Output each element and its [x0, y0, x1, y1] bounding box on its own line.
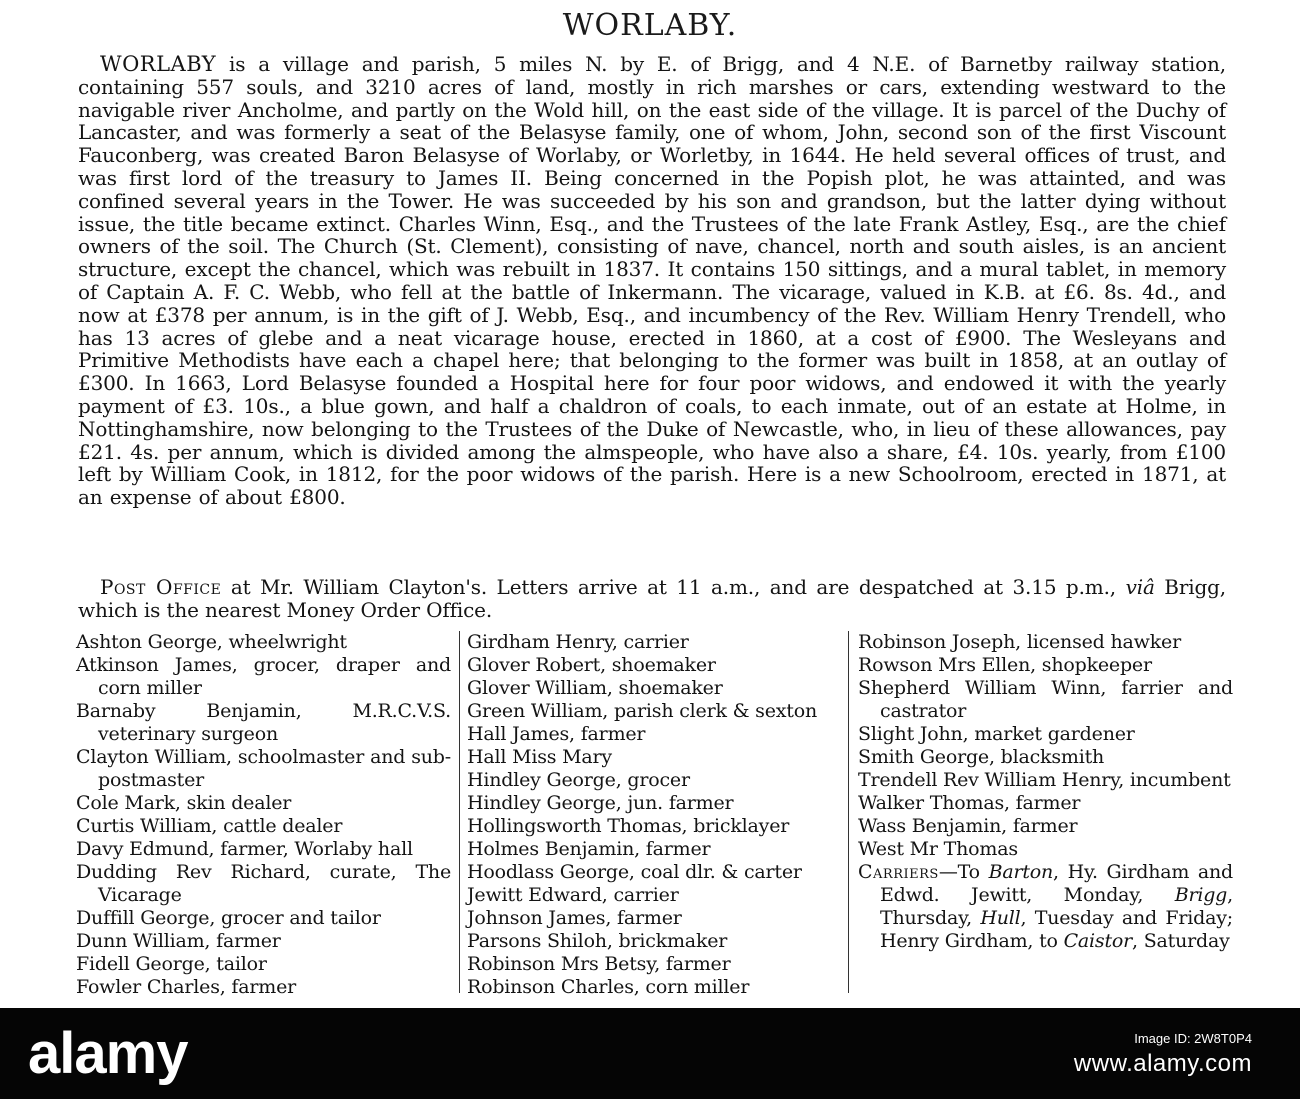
- directory-entry: Wass Benjamin, farmer: [858, 815, 1078, 837]
- alamy-logo: alamy: [28, 1021, 188, 1086]
- carriers-text: , Thursday,: [880, 884, 1233, 929]
- directory-entry: Hall James, farmer: [467, 723, 646, 745]
- post-office-text-2: Brigg, which is the nearest Money Order Office.: [78, 575, 1226, 622]
- parish-description: [78, 53, 1226, 509]
- directory-entry: Shepherd William Winn, farrier and castrator: [858, 677, 1233, 722]
- carriers-text: , Hy. Girdham and Edwd. Jewitt, Monday,: [880, 861, 1233, 906]
- directory-entry: Hindley George, jun. farmer: [467, 792, 734, 814]
- post-office-text-1: at Mr. William Clayton's. Letters arrive at 11 a.m., and are despatched at 3.15 p.m.,: [221, 575, 1126, 599]
- directory-entry: Green William, parish clerk & sexton: [467, 700, 817, 722]
- carriers-text: , Tuesday and Friday; Henry Girdham, to: [880, 907, 1233, 952]
- directory-entry: Parsons Shiloh, brickmaker: [467, 930, 728, 952]
- directory-entry: Curtis William, cattle dealer: [76, 815, 343, 837]
- directory-entry: Walker Thomas, farmer: [858, 792, 1081, 814]
- carriers-place-barton: Barton: [988, 861, 1054, 883]
- directory-column-2: [467, 631, 842, 999]
- image-id-line: Image ID: 2W8T0P4: [1134, 1031, 1252, 1046]
- directory-column-3: [858, 631, 1233, 953]
- carriers-place-hull: Hull: [980, 907, 1021, 929]
- directory-entry: West Mr Thomas: [858, 838, 1018, 860]
- page-title: WORLABY.: [562, 8, 738, 43]
- carriers-text: , Saturday: [1132, 930, 1230, 952]
- column-divider: [848, 631, 849, 993]
- carriers-text: —To: [938, 861, 989, 883]
- carriers-entry: [858, 861, 1233, 953]
- directory-entry: Robinson Mrs Betsy, farmer: [467, 953, 731, 975]
- directory-column-1: [76, 631, 451, 999]
- directory-entry: Dudding Rev Richard, curate, The Vicarage: [76, 861, 451, 906]
- directory-entry: Cole Mark, skin dealer: [76, 792, 292, 814]
- site-url: www.alamy.com: [1073, 1050, 1252, 1077]
- directory-entry: Fowler Charles, farmer: [76, 976, 297, 998]
- directory-entry: Slight John, market gardener: [858, 723, 1135, 745]
- directory-entry: Hoodlass George, coal dlr. & carter: [467, 861, 802, 883]
- directory-entry: Glover Robert, shoemaker: [467, 654, 716, 676]
- stock-info: [1074, 1028, 1252, 1079]
- directory-entry: Clayton William, schoolmaster and sub-postmaster: [76, 746, 451, 791]
- post-office-paragraph: [78, 576, 1226, 622]
- directory-entry: Hindley George, grocer: [467, 769, 690, 791]
- directory-entry: Robinson Charles, corn miller: [467, 976, 750, 998]
- description-lead-word: WORLABY: [100, 52, 217, 76]
- directory-entry: Trendell Rev William Henry, incumbent: [858, 769, 1231, 791]
- column-divider: [459, 631, 460, 993]
- directory-entry: Glover William, shoemaker: [467, 677, 723, 699]
- directory-entry: Barnaby Benjamin, M.R.C.V.S. veterinary surgeon: [76, 700, 451, 745]
- carriers-place-caistor: Caistor: [1063, 930, 1133, 952]
- directory-entry: Girdham Henry, carrier: [467, 631, 689, 653]
- directory-entry: Duffill George, grocer and tailor: [76, 907, 381, 929]
- post-office-label: Post Office: [100, 575, 222, 599]
- directory-entry: Dunn William, farmer: [76, 930, 281, 952]
- directory-entry: Jewitt Edward, carrier: [467, 884, 679, 906]
- directory-entry: Holmes Benjamin, farmer: [467, 838, 711, 860]
- directory-entry: Rowson Mrs Ellen, shopkeeper: [858, 654, 1152, 676]
- directory-entry: Fidell George, tailor: [76, 953, 267, 975]
- carriers-label: Carriers: [858, 861, 939, 883]
- directory-entry: Ashton George, wheelwright: [76, 631, 347, 653]
- post-office-via: viâ: [1125, 575, 1155, 599]
- directory-entry: Hall Miss Mary: [467, 746, 612, 768]
- directory-entry: Johnson James, farmer: [467, 907, 682, 929]
- directory-entry: Atkinson James, grocer, draper and corn miller: [76, 654, 451, 699]
- directory-entry: Davy Edmund, farmer, Worlaby hall: [76, 838, 413, 860]
- directory-entry: Hollingsworth Thomas, bricklayer: [467, 815, 790, 837]
- directory-entry: Robinson Joseph, licensed hawker: [858, 631, 1181, 653]
- carriers-place-brigg: Brigg: [1174, 884, 1228, 906]
- directory-entry: Smith George, blacksmith: [858, 746, 1105, 768]
- description-text: is a village and parish, 5 miles N. by E. of Brigg, and 4 N.E. of Barnetby railway station, containing 557 souls, and 3210 acres of land, mostly in rich marshes or cars, extending westward to the navigable river Ancholme, and partly on the Wold hill, on the east side of the village. It is parcel of the Duchy of Lancaster, and was formerly a seat of the Belasyse family, one of whom, John, second son of the first Viscount Fauconberg, was created Baron Belasyse of Worlaby, or Worletby, in 1644. He held several offices of trust, and was first lord of the treasury to James II. Being concerned in the Popish plot, he was attainted, and was confined several years in the Tower. He was succeeded by his son and grandson, but the latter dying without issue, the title became extinct. Charles Winn, Esq., and the Trustees of the late Frank Astley, Esq., are the chief owners of the soil. The Church (St. Clement), consisting of nave, chancel, north and south aisles, is an ancient structure, except the chancel, which was rebuilt in 1837. It contains 150 sittings, and a mural tablet, in memory of Captain A. F. C. Webb, who fell at the battle of Inkermann. The vicarage, valued in K.B. at £6. 8s. 4d., and now at £378 per annum, is in the gift of J. Webb, Esq., and incumbency of the Rev. William Henry Trendell, who has 13 acres of glebe and a neat vicarage house, erected in 1860, at a cost of £900. The Wesleyans and Primitive Methodists have each a chapel here; that belonging to the former was built in 1858, at an outlay of £300. In 1663, Lord Belasyse founded a Hospital here for four poor widows, and endowed it with the yearly payment of £3. 10s., a blue gown, and half a chaldron of coals, to each inmate, out of an estate at Holme, in Nottinghamshire, now belonging to the Trustees of the Duke of Newcastle, who, in lieu of these allowances, pay £21. 4s. per annum, which is divided among the almspeople, who have also a share, £4. 10s. yearly, from £100 left by William Cook, in 1812, for the poor widows of the parish. Here is a new Schoolroom, erected in 1871, at an expense of about £800.: [78, 52, 1226, 510]
